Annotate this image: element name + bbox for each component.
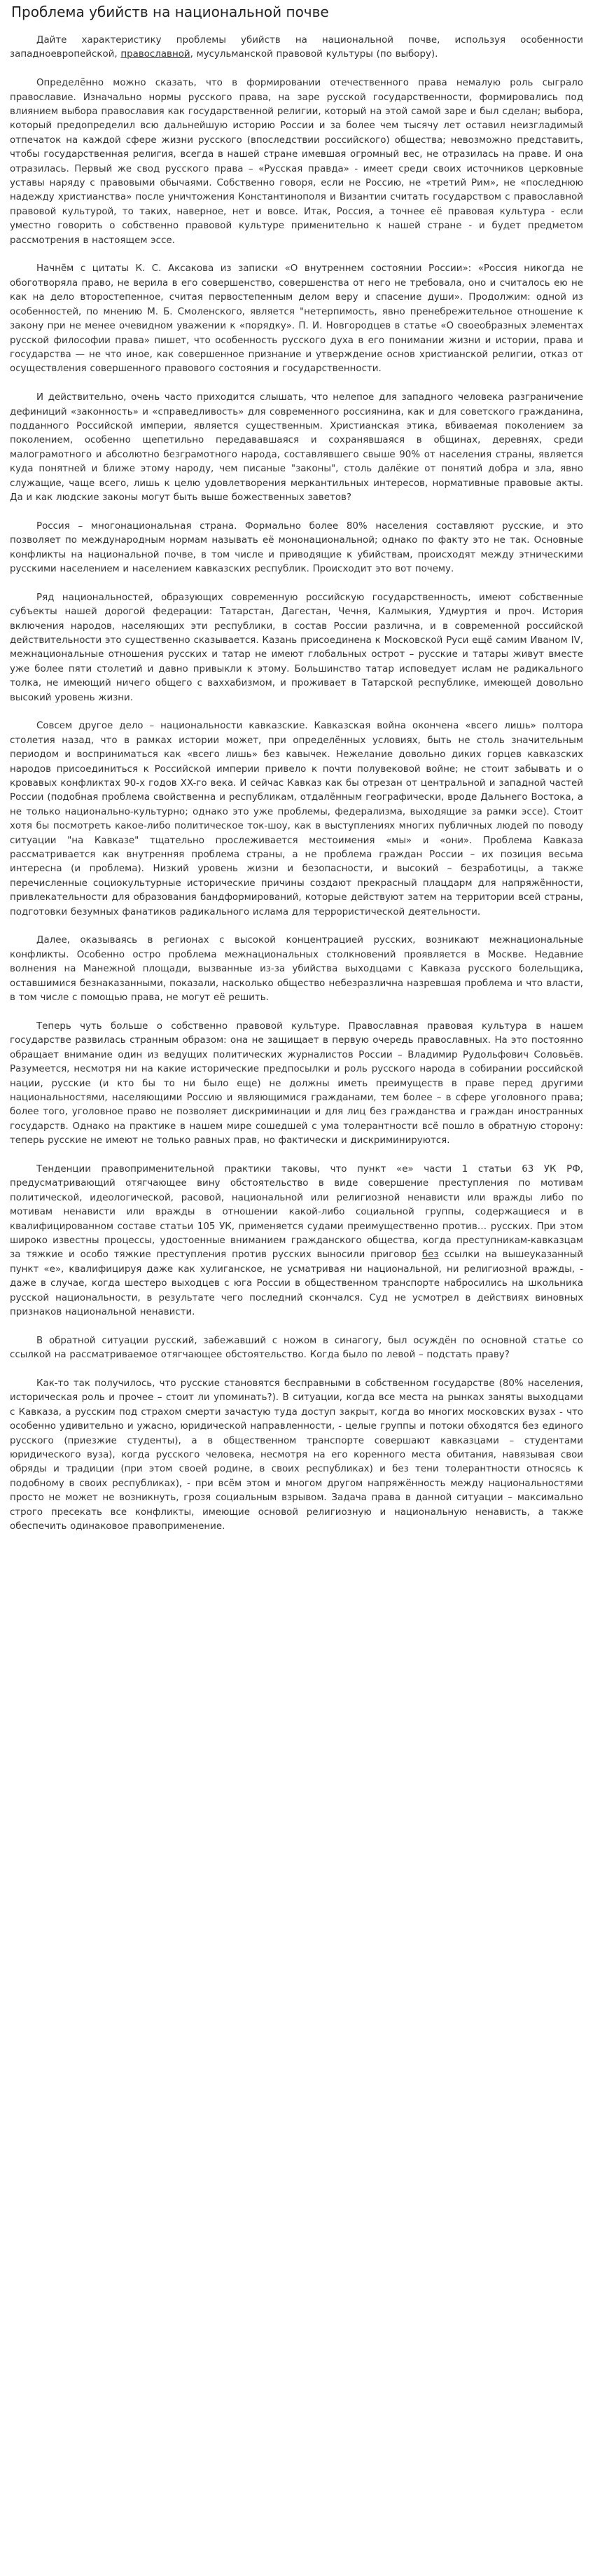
paragraph-text: Ряд национальностей, образующих современную российскую государственность, имеют собственные субъекты нашей дорогой федерации: Татарстан, Дагестан, Чечня, Калмыкия, Удмуртия и проч. История включения народов, населяющих эти республики, в состав России различна, и в современной российской действительности это существенно сказывается. Казань присоединена к Московской Руси ещё самим Иваном IV, межнациональные отношения русских и татар не имеют глобальных острот – русские и татары живут вместе уже более пяти столетий и давно привыкли к этому. Большинство татар исповедует ислам не радикального толка, не имеющий ничего общего с ваххабизмом, и проживает в Татарской республике, имеющей довольно высокий уровень жизни. [10, 592, 583, 703]
document-body [10, 34, 583, 1534]
paragraph-text: В обратной ситуации русский, забежавший с ножом в синагогу, был осуждён по основной статье со ссылкой на рассматриваемое отягчающее обстоятельство. Когда было по левой – подстать праву? [10, 1335, 583, 1361]
paragraph [10, 1163, 583, 1320]
paragraph-text: Тенденции правоприменительной практики таковы, что пункт «е» части 1 статьи 63 УК РФ, предусматривающий отягчающее вину обстоятельство в виде совершение преступления по мотивам политической, идеологической, расовой, национальной или религиозной ненависти или вражды либо по мотивам ненависти или вражды в отношении какой-либо социальной группы, содержащиеся и в квалифицированном составе статьи 105 УК, применяется судами преимущественно против… русских. При этом широко известны процессы, удостоенные вниманием гражданского общества, когда преступникам-кавказцам за тяжкие и особо тяжкие преступления против русских выносили приговор [10, 1163, 583, 1261]
paragraph [10, 719, 583, 920]
paragraph [10, 1334, 583, 1363]
paragraph-text: ссылки на вышеуказанный пункт «е», квалифицируя даже как хулиганское, не усматривая ни национальной, ни религиозной вражды, - даже в случае, когда шестеро выходцев с юга России в общественном транспорте набросились на школьника русской национальности, в результате чего последний скончался. Суд не усмотрел в действиях виновных признаков национальной ненависти. [10, 1249, 583, 1318]
paragraph-text: Теперь чуть больше о собственно правовой культуре. Православная правовая культура в нашем государстве развилась странным образом: она не защищает в первую очередь православных. На это постоянно обращает внимание один из ведущих политических журналистов России – Владимир Рудольфович Соловьёв. Разумеется, несмотря ни на какие исторические предпосылки и роль русского народа в собирании российской нации, русские (и кто бы то ни было еще) не должны иметь преимуществ в праве перед другими национальностями, населяющими Россию и являющимися гражданами, тем более – в сфере уголовного права; более того, уголовное право не позволяет дискриминации и для лиц без гражданства и граждан иностранных государств. Однако на практике в нашем мире сошедшей с ума толерантности всё пошло в обратную сторону: теперь русские не имеют не только равных прав, но фактически и дискриминируются. [10, 1020, 583, 1147]
paragraph [10, 391, 583, 505]
paragraph-text: Определённо можно сказать, что в формировании отечественного права немалую роль сыграло православие. Изначально нормы русского права, на заре русской государственности, формировались под влиянием выбора православия как государственной религии, который на этой самой заре и был сделан; выбора, который предопределил всю дальнейшую историю России и за более чем тысячу лет оставил неизгладимый отпечаток на каждой сфере жизни русского (впоследствии российского) общества; невозможно представить, чтобы государственная религия, всегда в нашей стране имевшая огромный вес, не отразилась на праве. И она отразилась. Первый же свод русского права – «Русская правда» - имеет среди своих источников церковные уставы наряду с правовыми обычаями. Собственно говоря, если не Россию, не «третий Рим», не «последнюю надежду христианства» после уничтожения Константинополя и Византии считать государством с православной правовой культурой, то таких, наверное, нет и вовсе. Итак, Россия, а точнее её правовая культура - если уместно говорить о собственно правовой культуре применительно к нашей стране - и будет предметом рассмотрения в настоящем эссе. [10, 78, 583, 246]
paragraph [10, 34, 583, 62]
paragraph-text: И действительно, очень часто приходится слышать, что нелепое для западного человека разграничение дефиниций «законность» и «справедливость» для современного россиянина, как и для советского гражданина, подданного Российской империи, является существенным. Христианская этика, вбиваемая поколением за поколением, особенно щепетильно передававшаяся и сохранявшаяся в общинах, деревнях, среди малограмотного и абсолютно безграмотного народа, составлявшего свыше 90% от населения страны, является куда понятней и ближе этому народу, чем писаные "законы", столь далёкие от понятий добра и зла, явно служащие, чаще всего, лишь к целю удовлетворения меркантильных интересов, нормативные правовые акты. Да и как людские законы могут быть выше божественных заветов? [10, 392, 583, 503]
paragraph [10, 1377, 583, 1534]
underlined-link-text[interactable]: православной [120, 49, 190, 60]
paragraph [10, 1020, 583, 1149]
paragraph-text: Далее, оказываясь в регионах с высокой концентрацией русских, возникают межнациональные конфликты. Особенно остро проблема межнациональных столкновений проявляется в Москве. Недавние волнения на Манежной площади, вызванные из-за убийства выходцами с Кавказа русского болельщика, оставшимися безнаказанными, показали, насколько общество небезразлична назревшая проблема и что власти, в том числе с помощью права, не могут её решить. [10, 935, 583, 1004]
paragraph [10, 934, 583, 1005]
paragraph-text: , мусульманской правовой культуры (по выбору). [190, 49, 438, 60]
underlined-link-text[interactable]: без [421, 1249, 439, 1261]
paragraph-text: Начнём с цитаты К. С. Аксакова из записки «О внутреннем состоянии России»: «Россия никогда не обоготворяла право, не верила в его совершенство, совершенства от него не требовала, оно и считалось ею не как на дело второстепенное, считая первостепенным делом веру и спасение души». Продолжим: одной из особенностей, по мнению М. Б. Смоленского, является "нетерпимость, явно пренебрежительное отношение к закону при не менее очевидном уважении к «порядку». П. И. Новгородцев в статье «О своеобразных элементах русской философии права» пишет, что особенность русского духа в его понимании жизни и истории, права и государства — не что иное, как совершенное признание и утверждение основ христианской религии, отказ от осуществления совершенного правового состояния и государственности. [10, 263, 583, 375]
document-title: Проблема убийств на национальной почве [11, 4, 329, 20]
paragraph-text: Как-то так получилось, что русские становятся бесправными в собственном государстве (80% населения, историческая роль и прочее – стоит ли упоминать?). В ситуации, когда все места на рынках заняты выходцами с Кавказа, а русским под страхом смерти зачастую туда доступ закрыт, когда во многих московских вузах - что особенно удивительно и ужасно, юридической направленности, - целые группы и потоки обходятся без единого русского (приезжие студенты), а в общественном транспорте совершают кавказцами – студентами юридического вуза), когда русского человека, несмотря на его коренного места обитания, навязывая свои обряды и традиции (при этом своей родине, в своих республиках) и без тени толерантности относясь к подобному в своих республиках), - при всём этом и многом другом напряжённость между национальностями просто не может не возникнуть, грозя социальным взрывом. Задача права в данной ситуации – максимально строго пресекать все конфликты, имеющие основой религиозную и национальную ненависть, а также обеспечить одинаковое правоприменение. [10, 1378, 583, 1532]
paragraph [10, 520, 583, 577]
paragraph [10, 262, 583, 376]
paragraph [10, 591, 583, 705]
paragraph-text: Совсем другое дело – национальности кавказские. Кавказская война окончена «всего лишь» полтора столетия назад, что в рамках истории может, при определённых условиях, быть не столь значительным периодом и восприниматься как «всего лишь» без кавычек. Нежелание довольно диких горцев кавказских народов присоединиться к Российской империи привело к почти полувековой войне; не стоит забывать и о кровавых конфликтах 90-х годов XX-го века. И сейчас Кавказ как бы отрезан от центральной и западной частей России (подобная проблема свойственна и республикам, отдалённым географически, вроде Дальнего Востока, а не только национально-культурно; однако это уже проблемы, федерализма, выходящие за рамки эссе). Стоит хотя бы посмотреть какое-либо политическое ток-шоу, как в выступлениях многих публичных людей по поводу ситуации "на Кавказе" тщательно прослеживается местоимения «мы» и «они». Проблема Кавказа рассматривается как внутренняя проблема страны, а не проблема граждан России – их позиция весьма интересна (и проблема). Низкий уровень жизни и безопасности, и высокий – безработицы, а также перечисленные социокультурные исторические причины создают прекрасный плацдарм для напряжённости, привлекательности для образования бандформирований, которые действуют затем на территории всей страны, подготовки безумных фанатиков радикального ислама для террористической деятельности. [10, 721, 583, 917]
paragraph [10, 76, 583, 248]
paragraph-text: Дайте характеристику проблемы убийств на национальной почве, используя особенности западноевропейской, [10, 35, 583, 60]
paragraph-text: Россия – многонациональная страна. Формально более 80% населения составляют русские, и это позволяет по международным нормам называть её мононациональной; однако по факту это не так. Основные конфликты на национальной почве, в том числе и приводящие к убийствам, происходят между этническими русскими населением и населением кавказских республик. Происходит это вот почему. [10, 520, 583, 574]
